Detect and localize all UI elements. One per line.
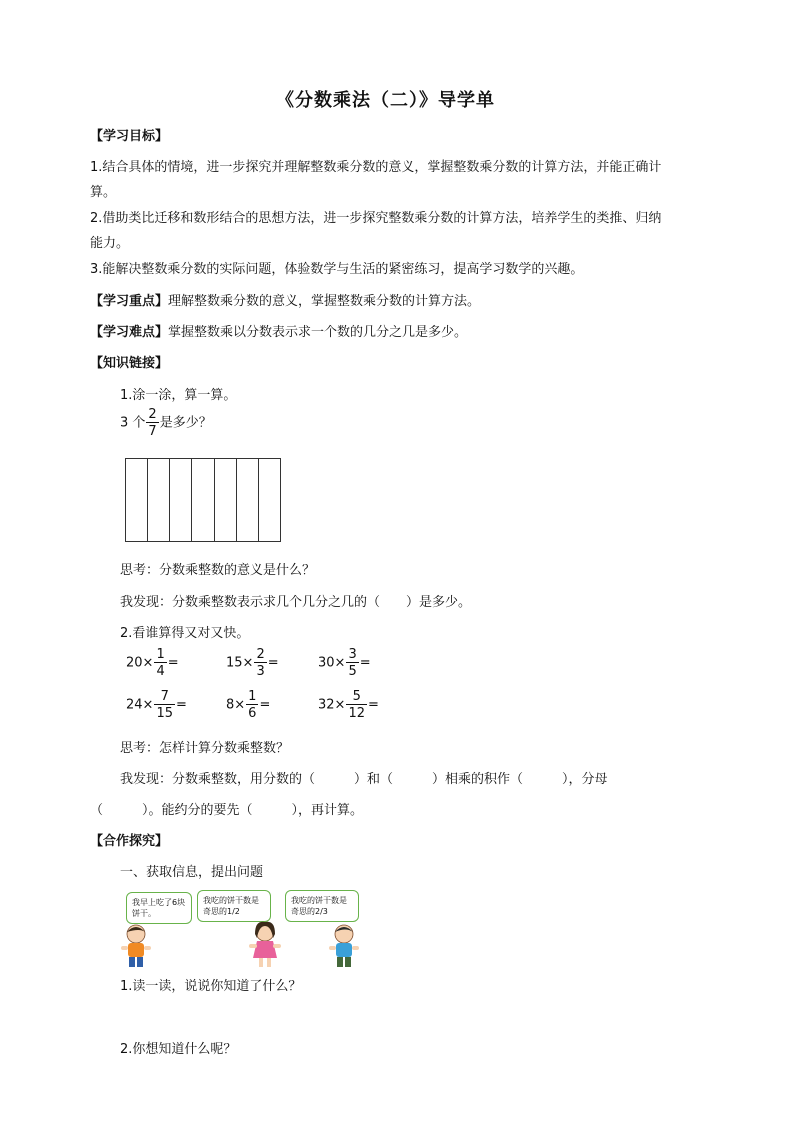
fraction-numerator: 2 — [148, 407, 157, 422]
think-2: 思考：怎样计算分数乘整数？ — [120, 741, 290, 756]
section-difficulty-header: 【学习难点】 — [90, 325, 169, 340]
equals-sign: = — [167, 655, 179, 671]
calc-fraction — [154, 648, 166, 678]
bar-cell[interactable] — [192, 459, 214, 541]
calc-operand: 30× — [318, 655, 346, 671]
bar-cell[interactable] — [148, 459, 170, 541]
calc-operand: 8× — [226, 697, 246, 713]
section-goals-header: 【学习目标】 — [90, 129, 169, 144]
speech-bubble-1 — [126, 892, 192, 924]
fraction-two-sevenths — [146, 408, 158, 438]
calc-operand: 24× — [126, 697, 154, 713]
girl-figure-icon — [247, 920, 283, 970]
equals-sign: = — [367, 697, 379, 713]
calc-1 — [126, 648, 179, 678]
fraction-denominator: 4 — [156, 664, 165, 679]
equals-sign: = — [267, 655, 279, 671]
fraction-denominator: 3 — [256, 664, 265, 679]
fraction-denominator: 7 — [148, 424, 157, 439]
bubble-2-fraction: 1/2 — [227, 907, 240, 916]
goal-3: 3.能解决整数乘分数的实际问题，体验数学与生活的紧密练习，提高学习数学的兴趣。 — [90, 262, 584, 277]
q1-suffix: 是多少？ — [159, 415, 212, 431]
fraction-numerator: 1 — [248, 689, 257, 704]
find-1: 我发现：分数乘整数表示求几个几分之几的（ ）是多少。 — [120, 595, 472, 610]
goal-2-line-1: 2.借助类比迁移和数形结合的思想方法，进一步探究整数乘分数的计算方法，培养学生的类推、归纳 — [90, 211, 662, 226]
calc-fraction — [254, 648, 266, 678]
calc-5 — [226, 690, 270, 720]
bubble-2-text: 我吃的饼干数是奇思的 — [203, 896, 259, 916]
link-q1-expression — [120, 408, 212, 438]
speech-bubble-2 — [197, 890, 271, 922]
find-2-line-2: （ ）。能约分的要先（ ），再计算。 — [90, 803, 364, 818]
q1-prefix: 3 个 — [120, 415, 146, 431]
link-q2: 2.看谁算得又对又快。 — [120, 626, 250, 641]
link-q1: 1.涂一涂，算一算。 — [120, 388, 237, 403]
calc-6 — [318, 690, 379, 720]
fraction-denominator: 6 — [248, 706, 257, 721]
page-title: 《分数乘法（二）》导学单 — [276, 90, 495, 111]
fraction-numerator: 1 — [156, 647, 165, 662]
calc-operand: 20× — [126, 655, 154, 671]
boy-figure-2-icon — [326, 922, 362, 970]
section-coop-header: 【合作探究】 — [90, 834, 169, 849]
fraction-numerator: 5 — [352, 689, 361, 704]
bubble-3-text: 我吃的饼干数是奇思的 — [291, 896, 347, 916]
calc-fraction — [246, 690, 258, 720]
focus-row — [90, 290, 480, 309]
bar-cell[interactable] — [126, 459, 148, 541]
goal-2-line-2: 能力。 — [90, 236, 130, 251]
difficulty-text: 掌握整数乘以分数表示求一个数的几分之几是多少。 — [168, 325, 468, 340]
calc-operand: 32× — [318, 697, 346, 713]
bar-cell[interactable] — [259, 459, 280, 541]
focus-text: 理解整数乘分数的意义，掌握整数乘分数的计算方法。 — [168, 294, 481, 309]
coop-part-1: 一、获取信息，提出问题 — [120, 865, 264, 880]
equals-sign: = — [359, 655, 371, 671]
bubble-1-text: 我早上吃了6块饼干。 — [132, 898, 186, 918]
calc-2 — [226, 648, 279, 678]
goal-1-line-2: 算。 — [90, 185, 117, 200]
fraction-denominator: 15 — [156, 706, 173, 721]
fraction-numerator: 2 — [256, 647, 265, 662]
section-focus-header: 【学习重点】 — [90, 294, 169, 309]
coop-q2: 2.你想知道什么呢？ — [120, 1042, 237, 1057]
calc-4 — [126, 690, 187, 720]
coop-q1: 1.读一读，说说你知道了什么？ — [120, 979, 302, 994]
bar-cell[interactable] — [170, 459, 192, 541]
fraction-denominator: 5 — [348, 664, 357, 679]
calc-fraction — [346, 690, 367, 720]
equals-sign: = — [175, 697, 187, 713]
fraction-numerator: 3 — [348, 647, 357, 662]
coloring-bar-diagram[interactable] — [125, 458, 281, 542]
find-2-line-1: 我发现：分数乘整数，用分数的（ ）和（ ）相乘的积作（ ），分母 — [120, 772, 608, 787]
fraction-denominator: 12 — [348, 706, 365, 721]
think-1: 思考：分数乘整数的意义是什么？ — [120, 563, 316, 578]
calc-operand: 15× — [226, 655, 254, 671]
calc-3 — [318, 648, 371, 678]
goal-1-line-1: 1.结合具体的情境，进一步探究并理解整数乘分数的意义，掌握整数乘分数的计算方法，并能正确计 — [90, 160, 662, 175]
equals-sign: = — [259, 697, 271, 713]
bubble-3-fraction: 2/3 — [315, 907, 328, 916]
speech-bubble-3 — [285, 890, 359, 922]
bar-cell[interactable] — [215, 459, 237, 541]
calc-fraction — [154, 690, 175, 720]
fraction-numerator: 7 — [160, 689, 169, 704]
bar-cell[interactable] — [237, 459, 259, 541]
section-link-header: 【知识链接】 — [90, 356, 169, 371]
difficulty-row — [90, 321, 467, 340]
calc-fraction — [346, 648, 358, 678]
boy-figure-icon — [118, 922, 154, 970]
